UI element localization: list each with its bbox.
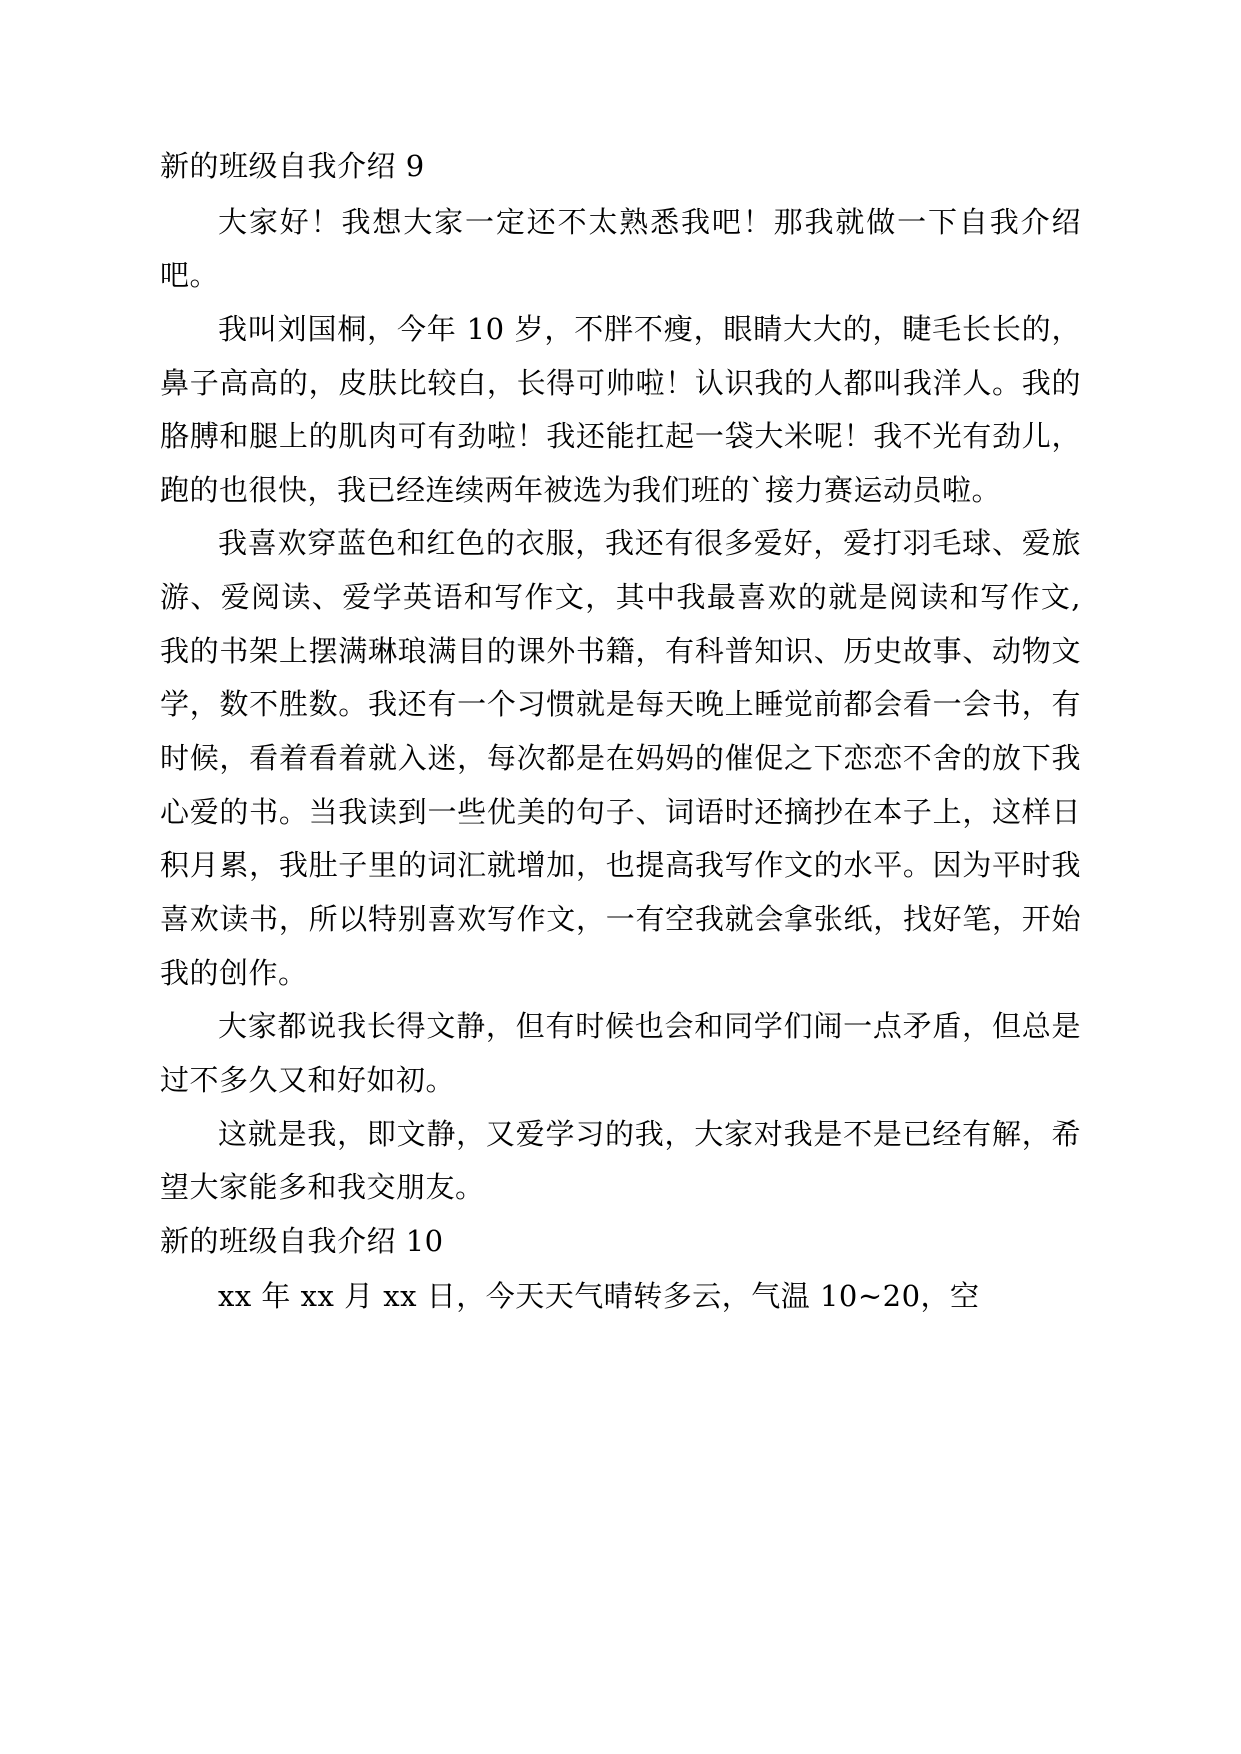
paragraph-hobbies: 我喜欢穿蓝色和红色的衣服，我还有很多爱好，爱打羽毛球、爱旅游、爱阅读、爱学英语和写作文，其中我最喜欢的就是阅读和写作文,我的书架上摆满琳琅满目的课外书籍，有科普知识、历史故事、动物文学，数不胜数。我还有一个习惯就是每天晚上睡觉前都会看一会书，有时候，看着看着就入迷，每次都是在妈妈的催促之下恋恋不舍的放下我心爱的书。当我读到一些优美的句子、词语时还摘抄在本子上，这样日积月累，我肚子里的词汇就增加，也提高我写作文的水平。因为平时我喜欢读书，所以特别喜欢写作文，一有空我就会拿张纸，找好笔，开始我的创作。 bbox=[160, 526, 1081, 990]
paragraph-conclusion: 这就是我，即文静，又爱学习的我，大家对我是不是已经有解，希望大家能多和我交朋友。 bbox=[160, 1116, 1081, 1205]
paragraph-self-description: 我叫刘国桐，今年 10 岁，不胖不瘦，眼睛大大的，睫毛长长的，鼻子高高的，皮肤比较白，长得可帅啦！认识我的人都叫我洋人。我的胳膊和腿上的肌肉可有劲啦！我还能扛起一袋大米呢！我不光有劲儿，跑的也很快，我已经连续两年被选为我们班的`接力赛运动员啦。 bbox=[160, 311, 1081, 507]
paragraph-personality: 大家都说我长得文静，但有时候也会和同学们闹一点矛盾，但总是过不多久又和好如初。 bbox=[160, 1009, 1081, 1097]
paragraph-diary-open: xx 年 xx 月 xx 日，今天天气晴转多云，气温 10~20，空 bbox=[218, 1279, 980, 1314]
section-heading-9: 新的班级自我介绍 9 bbox=[160, 149, 425, 183]
section-heading-10: 新的班级自我介绍 10 bbox=[160, 1223, 444, 1258]
document-body bbox=[160, 140, 1081, 1324]
paragraph-greeting: 大家好！我想大家一定还不太熟悉我吧！那我就做一下自我介绍吧。 bbox=[160, 204, 1081, 293]
